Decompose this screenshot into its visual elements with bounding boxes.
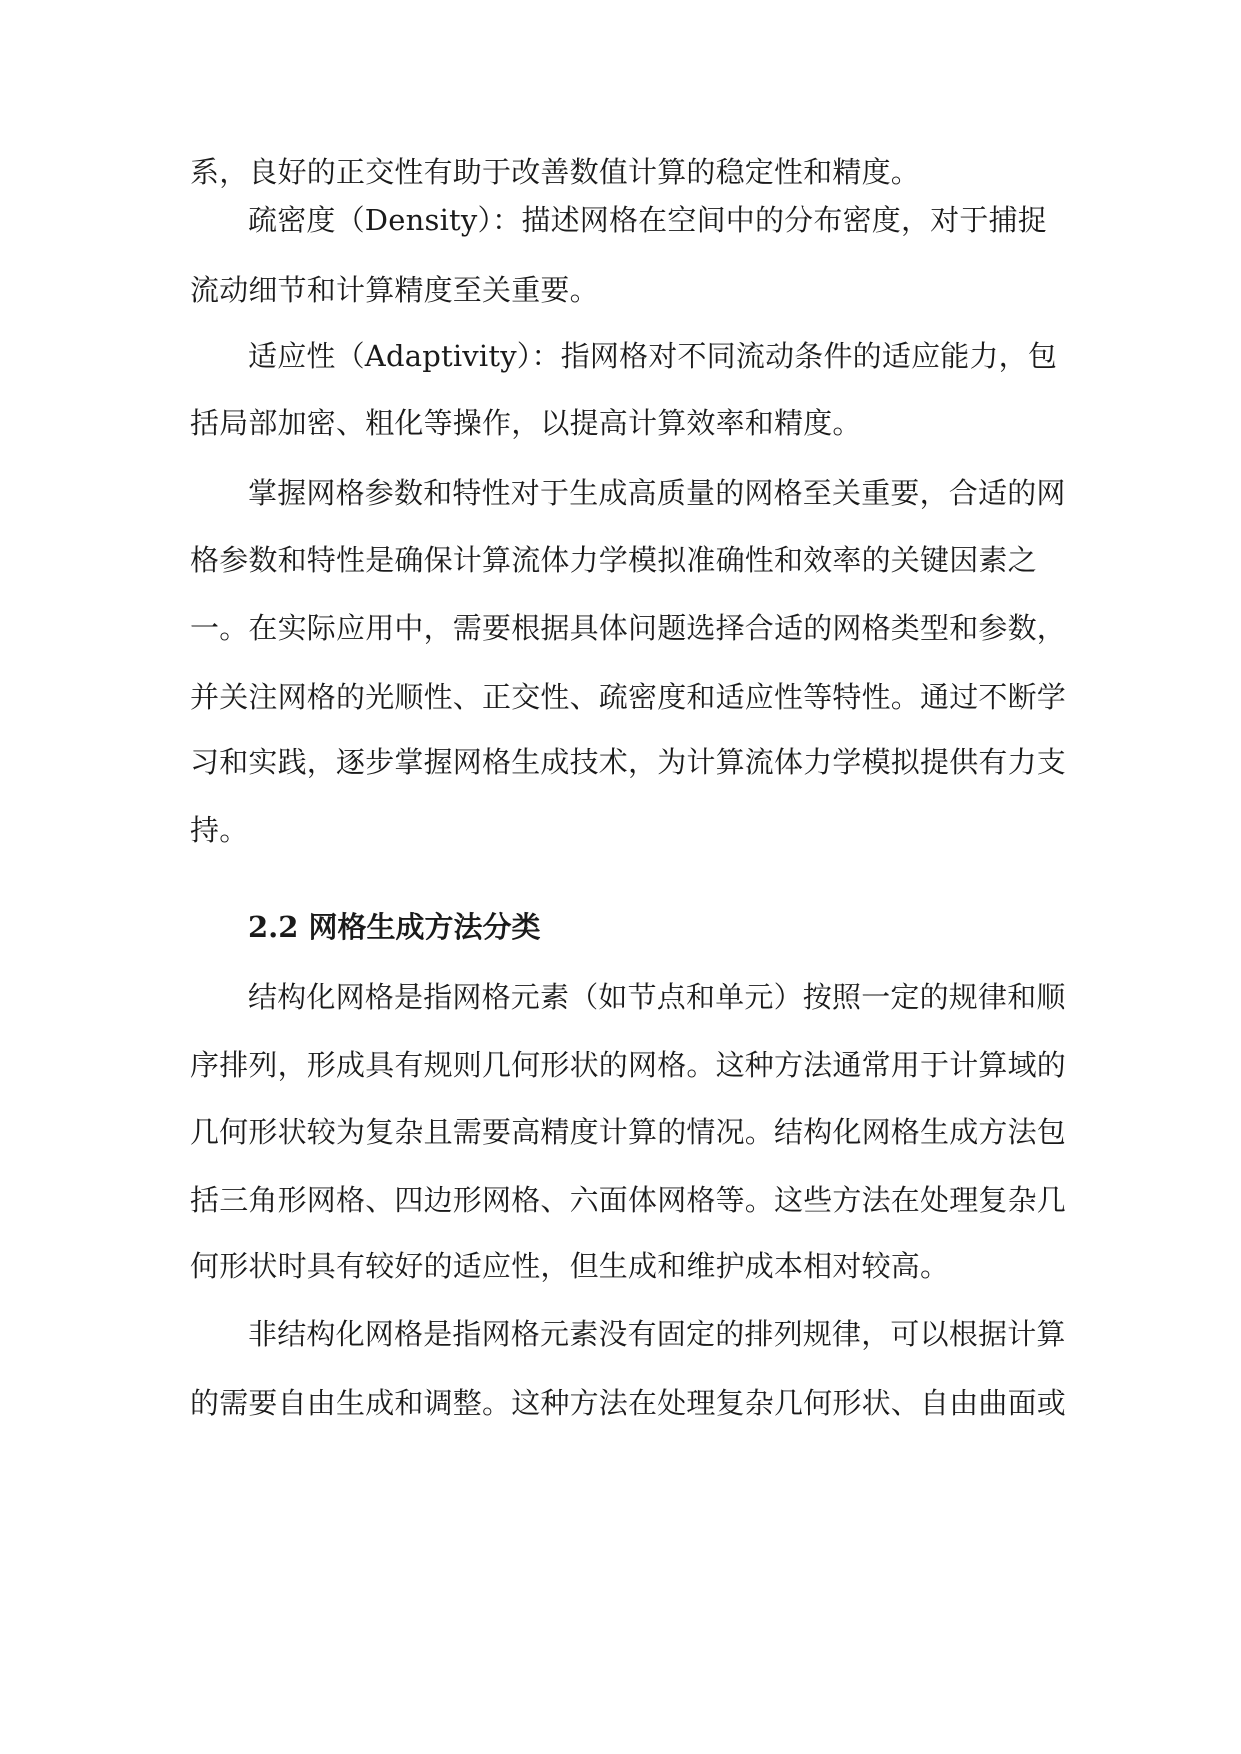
text-line: 结构化网格是指网格元素（如节点和单元）按照一定的规律和顺 (248, 980, 1066, 1014)
text-line: 一。在实际应用中，需要根据具体问题选择合适的网格类型和参数， (190, 611, 1067, 645)
text-line: 持。 (190, 813, 249, 847)
text-line: 非结构化网格是指网格元素没有固定的排列规律，可以根据计算 (248, 1317, 1066, 1351)
text-line: 几何形状较为复杂且需要高精度计算的情况。结构化网格生成方法包 (190, 1115, 1067, 1149)
text-line: 掌握网格参数和特性对于生成高质量的网格至关重要，合适的网 (248, 476, 1066, 510)
text-line: 并关注网格的光顺性、正交性、疏密度和适应性等特性。通过不断学 (190, 680, 1067, 714)
text-line: 疏密度（Density）：描述网格在空间中的分布密度，对于捕捉 (248, 203, 1047, 237)
text-line: 格参数和特性是确保计算流体力学模拟准确性和效率的关键因素之 (190, 543, 1037, 577)
text-line: 括局部加密、粗化等操作，以提高计算效率和精度。 (190, 406, 862, 440)
text-line: 流动细节和计算精度至关重要。 (190, 273, 599, 307)
text-line: 的需要自由生成和调整。这种方法在处理复杂几何形状、自由曲面或 (190, 1386, 1067, 1420)
text-line: 习和实践，逐步掌握网格生成技术，为计算流体力学模拟提供有力支 (190, 745, 1067, 779)
text-line: 系，良好的正交性有助于改善数值计算的稳定性和精度。 (190, 155, 921, 189)
text-line: 适应性（Adaptivity）：指网格对不同流动条件的适应能力，包 (248, 339, 1058, 373)
text-line: 何形状时具有较好的适应性，但生成和维护成本相对较高。 (190, 1249, 950, 1283)
section-heading: 2.2 网格生成方法分类 (248, 910, 541, 944)
text-line: 序排列，形成具有规则几何形状的网格。这种方法通常用于计算域的 (190, 1048, 1067, 1082)
text-line: 括三角形网格、四边形网格、六面体网格等。这些方法在处理复杂几 (190, 1183, 1067, 1217)
